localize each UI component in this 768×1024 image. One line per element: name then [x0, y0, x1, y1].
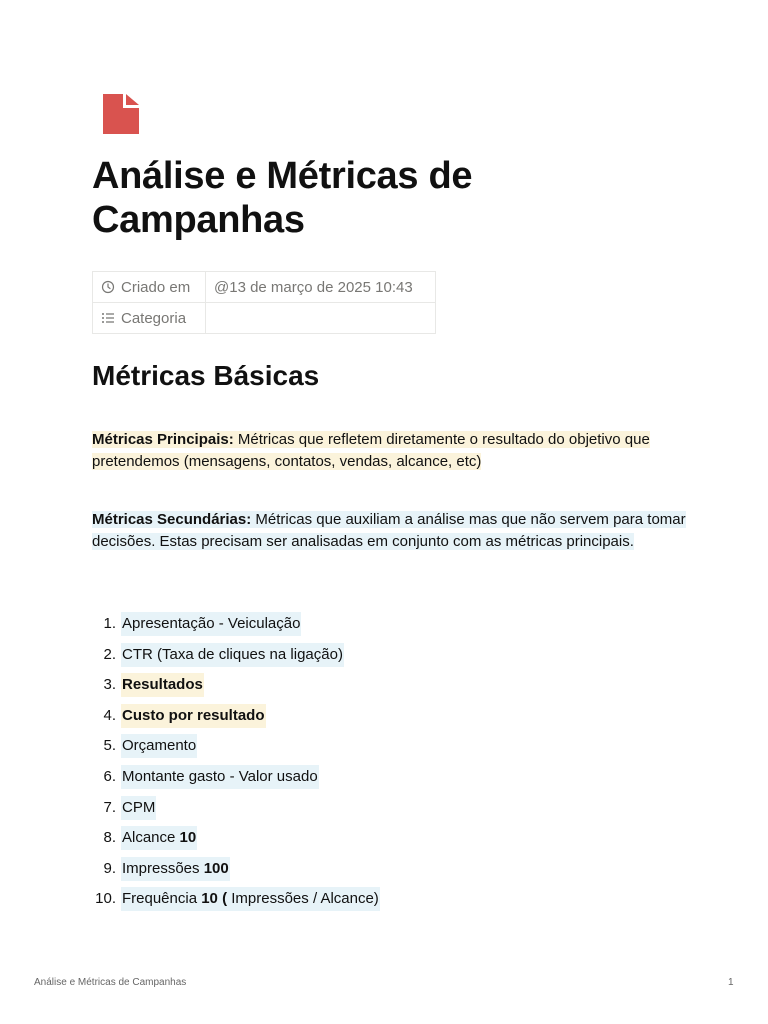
metrics-list [92, 612, 380, 918]
list-item-text [121, 704, 266, 728]
item-rest: Impressões / Alcance) [227, 890, 379, 908]
list-number: 6. [103, 767, 116, 785]
list-item [92, 826, 380, 857]
item-bold: 10 ( [201, 890, 228, 908]
property-key-category [93, 303, 206, 334]
list-number: 10. [95, 890, 116, 908]
property-row-created [93, 272, 436, 303]
list-item [92, 887, 380, 918]
list-number: 1. [103, 615, 116, 632]
item-bold: 10 [179, 829, 197, 847]
clock-icon [101, 280, 115, 294]
highlight-blue [92, 511, 686, 550]
highlight-yellow [92, 431, 650, 470]
property-label: Categoria [121, 309, 187, 327]
item-plain: Montante gasto - Valor usado [122, 767, 318, 785]
list-item-text [121, 765, 319, 789]
list-item [92, 765, 380, 796]
item-plain: Alcance [122, 829, 180, 847]
list-item-text [121, 673, 204, 697]
properties-table [92, 271, 436, 334]
item-plain: Orçamento [122, 737, 197, 755]
property-row-category [93, 303, 436, 334]
paragraph-label: Métricas Secundárias: [92, 511, 252, 528]
property-value-category[interactable] [206, 303, 436, 334]
section-heading: Métricas Básicas [92, 360, 320, 391]
list-number: 3. [103, 676, 116, 694]
item-bold: Resultados [122, 676, 203, 694]
footer-page-number: 1 [728, 977, 734, 988]
list-item [92, 734, 380, 765]
paragraph-text: Métricas que refletem diretamente o resultado do objetivo que pretendemos (mensagens, contatos, vendas, alcance, etc) [92, 431, 650, 470]
property-label: Criado em [121, 278, 191, 296]
paragraph-label: Métricas Principais: [92, 431, 234, 448]
list-item-text [121, 796, 156, 820]
list-item [92, 857, 380, 888]
list-item-text [121, 734, 197, 758]
list-item-text [121, 887, 380, 911]
list-item [92, 673, 380, 704]
item-plain: Apresentação - Veiculação [122, 615, 301, 632]
list-item [92, 796, 380, 827]
list-item [92, 643, 380, 674]
item-plain: CTR (Taxa de cliques na ligação) [122, 645, 343, 663]
paragraph-metricas-secundarias [92, 509, 692, 553]
list-number: 7. [103, 798, 116, 816]
footer-title: Análise e Métricas de Campanhas [34, 977, 187, 988]
list-number: 8. [103, 829, 116, 847]
item-bold: 100 [203, 859, 229, 877]
page-title: Análise e Métricas de Campanhas [92, 155, 473, 241]
list-number: 4. [103, 706, 116, 724]
list-number: 9. [103, 859, 116, 877]
list-item-text [121, 826, 197, 850]
property-value-created[interactable]: @13 de março de 2025 10:43 [206, 272, 436, 303]
list-item [92, 612, 380, 643]
item-plain: Impressões [122, 859, 204, 877]
list-item-text [121, 643, 344, 667]
document-icon [103, 94, 139, 134]
list-item-text [121, 612, 301, 636]
paragraph-metricas-principais [92, 429, 692, 473]
item-bold: Custo por resultado [122, 706, 265, 724]
paragraph-text: Métricas que auxiliam a análise mas que não servem para tomar decisões. Estas precisam ser analisadas em conjunto com as métricas principais. [92, 511, 686, 550]
list-number: 2. [103, 645, 116, 663]
list-item [92, 704, 380, 735]
list-item-text [121, 857, 230, 881]
property-key-created [93, 272, 206, 303]
list-icon [101, 311, 115, 325]
item-plain: Frequência [122, 890, 202, 908]
item-plain: CPM [122, 798, 156, 816]
list-number: 5. [103, 737, 116, 755]
